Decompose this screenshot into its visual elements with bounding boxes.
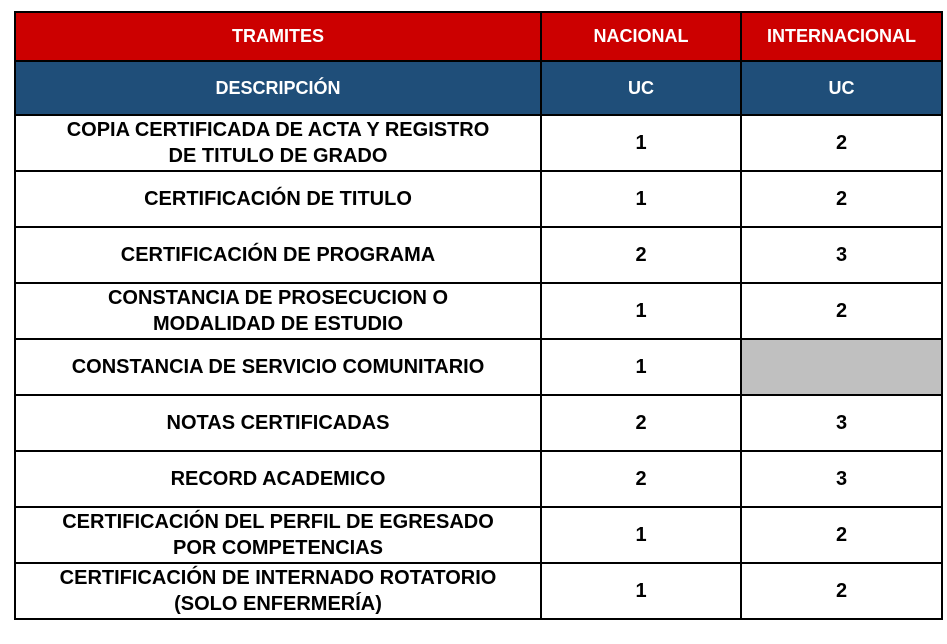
- tramites-sheet: [14, 11, 941, 620]
- uc-nacional-cell: 1: [541, 283, 741, 339]
- uc-nacional-cell: 1: [541, 507, 741, 563]
- descripcion-line-2: POR COMPETENCIAS: [172, 537, 384, 559]
- header-nacional: NACIONAL: [541, 12, 741, 61]
- header-descripcion: DESCRIPCIÓN: [15, 61, 541, 115]
- uc-nacional-cell: 1: [541, 115, 741, 171]
- table-row: [15, 171, 942, 227]
- descripcion-cell: CONSTANCIA DE SERVICIO COMUNITARIO: [15, 339, 541, 395]
- tramites-table: [14, 11, 943, 620]
- descripcion-cell: CERTIFICACIÓN DE TITULO: [15, 171, 541, 227]
- descripcion-cell: [15, 283, 541, 339]
- descripcion-cell: [15, 115, 541, 171]
- uc-internacional-cell: 3: [741, 451, 942, 507]
- table-row: [15, 227, 942, 283]
- descripcion-line-2: (SOLO ENFERMERÍA): [174, 593, 382, 615]
- descripcion-line-1: COPIA CERTIFICADA DE ACTA Y REGISTRO: [66, 119, 490, 141]
- uc-nacional-cell: 1: [541, 339, 741, 395]
- header-row-sub: [15, 61, 942, 115]
- table-row: [15, 115, 942, 171]
- descripcion-cell: [15, 507, 541, 563]
- uc-internacional-cell: 2: [741, 563, 942, 619]
- uc-nacional-cell: 2: [541, 451, 741, 507]
- uc-nacional-cell: 1: [541, 563, 741, 619]
- table-row: [15, 395, 942, 451]
- header-uc-nacional: UC: [541, 61, 741, 115]
- descripcion-cell: RECORD ACADEMICO: [15, 451, 541, 507]
- descripcion-line-1: CERTIFICACIÓN DE INTERNADO ROTATORIO: [59, 567, 497, 589]
- descripcion-cell: [15, 563, 541, 619]
- uc-internacional-cell: 2: [741, 507, 942, 563]
- uc-nacional-cell: 2: [541, 395, 741, 451]
- descripcion-cell: NOTAS CERTIFICADAS: [15, 395, 541, 451]
- uc-internacional-empty-cell: [741, 339, 942, 395]
- header-row-top: [15, 12, 942, 61]
- table-row: [15, 507, 942, 563]
- uc-internacional-cell: 3: [741, 227, 942, 283]
- descripcion-line-2: DE TITULO DE GRADO: [168, 145, 388, 167]
- table-row: [15, 339, 942, 395]
- header-internacional: INTERNACIONAL: [741, 12, 942, 61]
- descripcion-line-2: MODALIDAD DE ESTUDIO: [153, 313, 403, 335]
- uc-internacional-cell: 2: [741, 171, 942, 227]
- descripcion-line-1: CERTIFICACIÓN DEL PERFIL DE EGRESADO: [62, 511, 494, 533]
- table-row: [15, 563, 942, 619]
- uc-internacional-cell: 2: [741, 115, 942, 171]
- descripcion-line-1: CONSTANCIA DE PROSECUCION O: [107, 287, 449, 309]
- descripcion-cell: CERTIFICACIÓN DE PROGRAMA: [15, 227, 541, 283]
- header-uc-internacional: UC: [741, 61, 942, 115]
- header-tramites: TRAMITES: [15, 12, 541, 61]
- uc-nacional-cell: 2: [541, 227, 741, 283]
- table-row: [15, 451, 942, 507]
- table-row: [15, 283, 942, 339]
- uc-nacional-cell: 1: [541, 171, 741, 227]
- uc-internacional-cell: 3: [741, 395, 942, 451]
- uc-internacional-cell: 2: [741, 283, 942, 339]
